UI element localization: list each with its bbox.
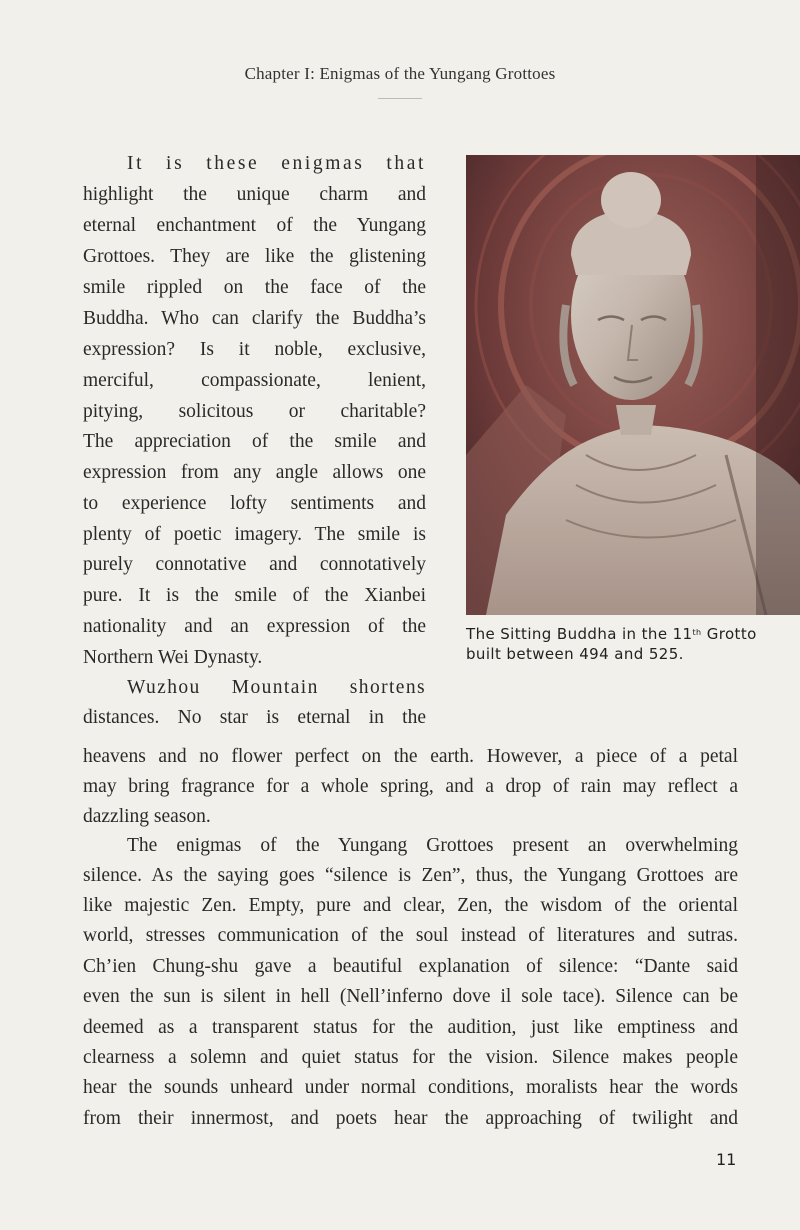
body-line: to experience lofty sentiments and [83, 493, 426, 514]
body-line: pure. It is the smile of the Xianbei [83, 585, 426, 606]
body-line: Northern Wei Dynasty. [83, 647, 263, 668]
body-line: heavens and no flower perfect on the earth. However, a piece of a petal [83, 746, 738, 767]
body-line: dazzling season. [83, 806, 211, 827]
header-rule [378, 98, 422, 99]
body-line: The enigmas of the Yungang Grottoes present an overwhelming [127, 835, 738, 856]
body-line: hear the sounds unheard under normal conditions, moralists hear the words [83, 1077, 738, 1098]
caption-text-continued: Grotto built between 494 and 525. [466, 625, 757, 663]
page-number: 11 [716, 1150, 737, 1169]
body-line: highlight the unique charm and [83, 184, 426, 205]
caption-text: The Sitting Buddha in the 11 [466, 625, 693, 643]
body-line: Ch’ien Chung-shu gave a beautiful explanation of silence: “Dante said [83, 956, 738, 977]
body-line: like majestic Zen. Empty, pure and clear, Zen, the wisdom of the oriental [83, 895, 738, 916]
body-line: may bring fragrance for a whole spring, and a drop of rain may reflect a [83, 776, 738, 797]
body-line: expression? Is it noble, exclusive, [83, 339, 426, 360]
body-line: deemed as a transparent status for the audition, just like emptiness and [83, 1017, 738, 1038]
running-head: Chapter I: Enigmas of the Yungang Grottoes [244, 64, 556, 83]
caption-superscript: th [692, 628, 702, 637]
body-line: It is these enigmas that [127, 153, 426, 174]
body-line: clearness a solemn and quiet status for the vision. Silence makes people [83, 1047, 738, 1068]
body-line: silence. As the saying goes “silence is Zen”, thus, the Yungang Grottoes are [83, 865, 738, 886]
body-line: nationality and an expression of the [83, 616, 426, 637]
body-line: from their innermost, and poets hear the approaching of twilight and [83, 1108, 738, 1129]
body-line: world, stresses communication of the soul instead of literatures and sutras. [83, 925, 738, 946]
body-line: distances. No star is eternal in the [83, 707, 426, 728]
photo-caption [466, 625, 771, 664]
body-line: Grottoes. They are like the glistening [83, 246, 426, 267]
body-line: smile rippled on the face of the [83, 277, 426, 298]
body-line: Buddha. Who can clarify the Buddha’s [83, 308, 426, 329]
body-line: plenty of poetic imagery. The smile is [83, 524, 426, 545]
body-line: merciful, compassionate, lenient, [83, 370, 426, 391]
body-line: pitying, solicitous or charitable? [83, 401, 426, 422]
body-line: eternal enchantment of the Yungang [83, 215, 426, 236]
buddha-photo [466, 155, 800, 615]
body-line: expression from any angle allows one [83, 462, 426, 483]
body-line: The appreciation of the smile and [83, 431, 426, 452]
buddha-illustration [466, 155, 800, 615]
body-line: Wuzhou Mountain shortens [127, 677, 426, 698]
body-line: even the sun is silent in hell (Nell’inferno dove il sole tace). Silence can be [83, 986, 738, 1007]
body-line: purely connotative and connotatively [83, 554, 426, 575]
